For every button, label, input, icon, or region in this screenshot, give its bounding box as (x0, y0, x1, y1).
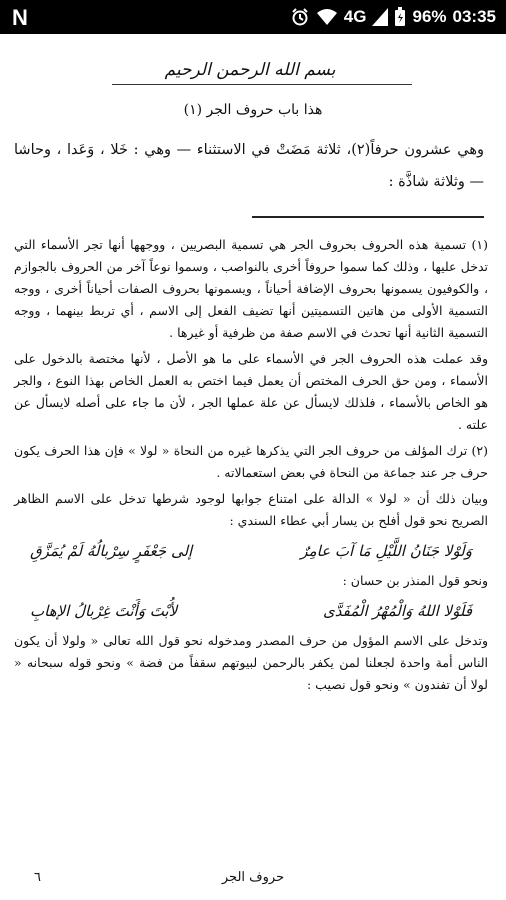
battery-icon (394, 7, 406, 27)
battery-percent: 96% (412, 7, 447, 26)
signal-icon (372, 8, 388, 26)
verse-1-second-hemistich: إلى جَعْفَرٍ سِرْبالُهُ لَمْ يُمَزَّقِ (30, 542, 193, 560)
footnote-2-cont: وبيان ذلك أن « لولا » الدالة على امتناع جوابها لوجود شرطها تدخل على الاسم الظاهر الصريح نحو قول أفلح بن يسار أبي عطاء السندي : (14, 491, 488, 528)
footnote-1-cont: وقد عملت هذه الحروف الجر في الأسماء على ما هو الأصل ، لأنها مختصة بالدخول على الأسماء ، ومن حق الحرف المختص أن يعمل فيما اختص به العمل الخاص بهذا النوع ، والجر هو الخاص بالأسماء ، فلذلك لايسأل عن علة عملها الجر ، لأن ما جاء على أصله لايسأل عن علته . (14, 351, 488, 432)
basmala-underline (112, 84, 412, 85)
verse-2-second-hemistich: لأُبْتَ وَأَنْتَ غِرْبالُ الإهابِ (30, 602, 178, 620)
intro-paragraph (14, 134, 484, 198)
basmala: بسم الله الرحمن الرحيم (164, 60, 336, 80)
clock: 03:35 (452, 7, 496, 26)
footnote-1: (١) تسمية هذه الحروف بحروف الجر هي تسمية البصريين ، ووجهها أنها تجر الأسماء التي تدخل عليها ، وذلك كما سموا حروفاً أخرى بالنواصب ، وسموا نوعاً آخر من الحروف بالجوازم ، والكوفيون يسمونها بحروف الإضافة أحياناً ، ويسمونها بحروف الصفات أحياناً أخرى ، ووجه التسمية الأولى من هاتين التسميتين أنها تضيف الفعل إلى الاسم ، أي تربط بينهما ، ووجه التسمية الثانية أنها تحدث في الاسم صفة من ظرفية أو غيرها . (14, 237, 488, 340)
verse-1-first-hemistich: وَلَوْلا جَنَانُ اللَّيْلِ مَا آبَ عامِرٌ (300, 542, 472, 560)
footnote-divider (252, 216, 484, 218)
verse-2-intro: ونحو قول المنذر بن حسان : (342, 573, 488, 588)
running-title: حروف الجر (221, 870, 285, 885)
footnotes (14, 234, 488, 700)
verse-2-first-hemistich: فَلَوْلا اللهُ وَالْمُهْرُ الْمُفَدَّى (323, 602, 472, 620)
book-page[interactable] (0, 34, 506, 900)
notification-n-icon: N (12, 5, 28, 30)
verse-2 (30, 598, 472, 624)
chapter-heading: هذا باب حروف الجر (١) (183, 102, 323, 118)
wifi-icon (316, 8, 338, 26)
network-type: 4G (343, 7, 367, 26)
verse-1 (30, 538, 472, 564)
page-number: ٦ (34, 870, 41, 885)
page-footer (0, 870, 506, 892)
intro-text: وهي عشرون حرفاً(٢)، ثلاثة مَضَتْ في الاستثناء — وهي : خَلا ، وَعَدا ، وحاشا — وثلاثة شاذَّة : (14, 142, 484, 190)
status-bar (0, 0, 506, 34)
footnote-2: (٢) ترك المؤلف من حروف الجر التي يذكرها غيره من النحاة « لولا » فإن هذا الحرف يكون حرف جر عند جماعة من النحاة في بعض استعمالاته . (14, 443, 488, 480)
alarm-icon (290, 7, 310, 27)
status-icons (290, 0, 496, 34)
footnote-2-end: وتدخل على الاسم المؤول من حرف المصدر ومدخوله نحو قول الله تعالى « ولولا أن يكون الناس أمة واحدة لجعلنا لمن يكفر بالرحمن لبيوتهم سقفاً من فضة » ونحو قوله سبحانه « لولا أن تفندون » ونحو قول نصيب : (14, 633, 488, 692)
